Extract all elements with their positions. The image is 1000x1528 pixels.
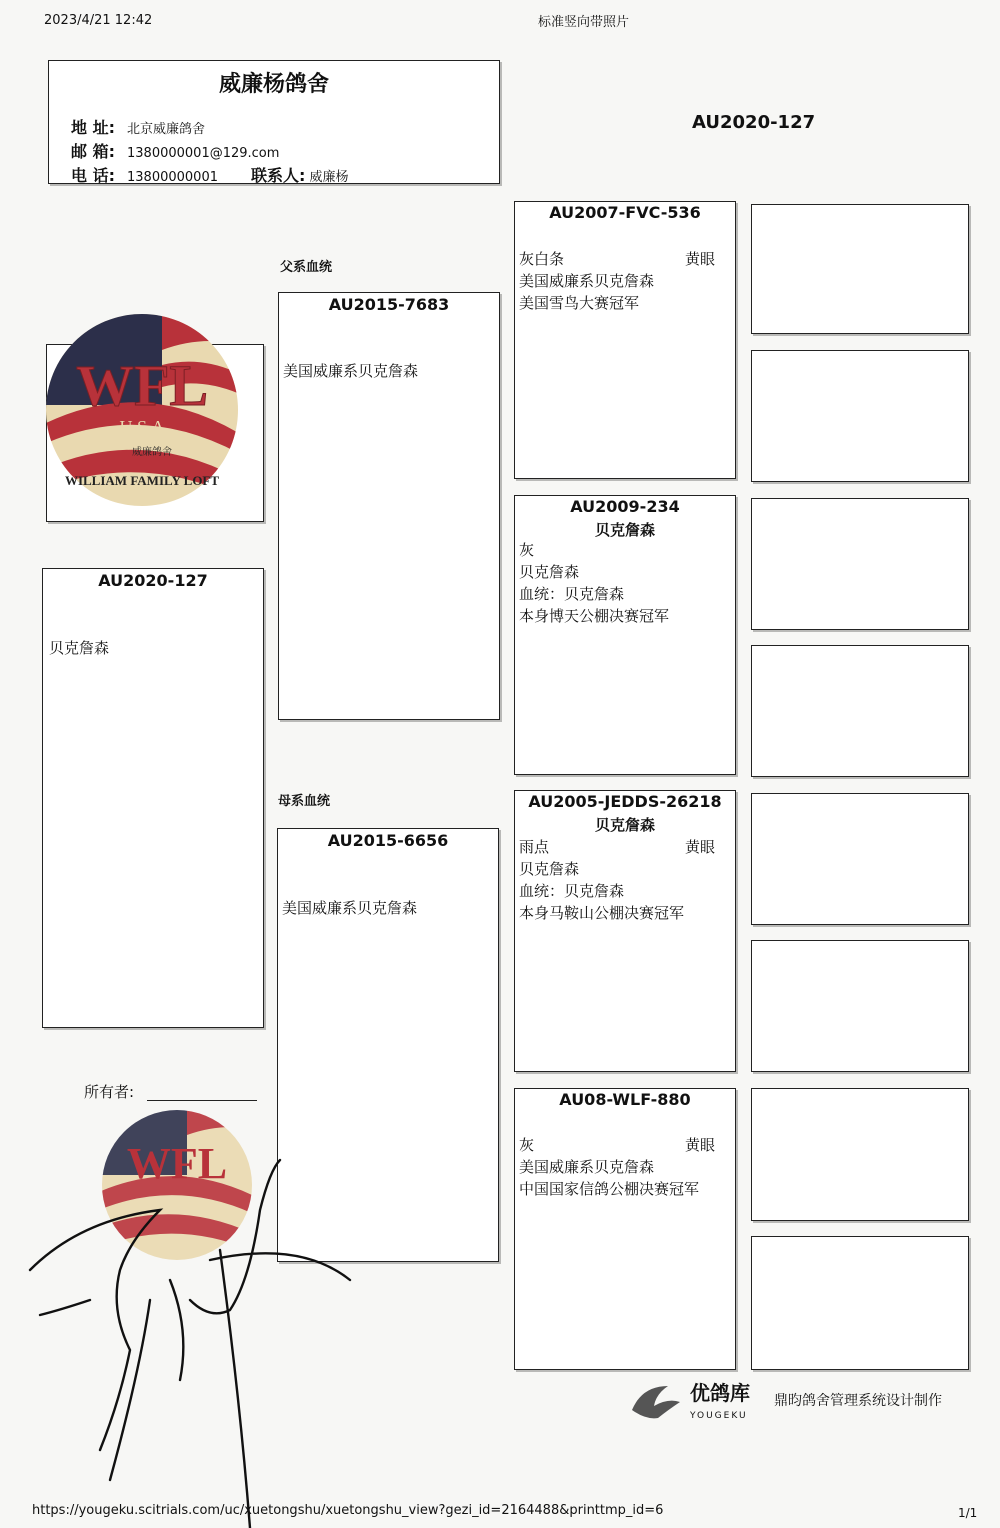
grandparent-box-1 — [514, 201, 736, 479]
grandparent-ring: AU2007-FVC-536 — [549, 203, 701, 222]
sire-ring: AU2015-7683 — [328, 295, 450, 314]
grandparent-box-3 — [514, 790, 736, 1072]
brand-logo-icon — [628, 1380, 684, 1422]
great-grandparent-box — [751, 645, 969, 777]
sire-line: 美国威廉系贝克詹森 — [283, 362, 419, 380]
phone-label: 电 话: — [71, 166, 115, 185]
subject-strain: 贝克詹森 — [49, 639, 110, 657]
grandparent-color: 灰 — [519, 541, 535, 559]
wfl-logo — [32, 305, 250, 488]
footer-url: https://yougeku.scitrials.com/uc/xuetongshu/xuetongshu_view?gezi_id=2164488&printtmp_id=6 — [32, 1503, 664, 1518]
subject-box — [42, 568, 264, 1028]
owner-label: 所有者: — [84, 1083, 135, 1101]
logo-frame — [46, 344, 264, 522]
grandparent-box-4 — [514, 1088, 736, 1370]
grandparent-color: 灰 — [519, 1136, 535, 1154]
logo-cn: 威廉鸽舍 — [132, 447, 172, 458]
loft-contact — [71, 117, 349, 189]
stamp-text: WFL — [126, 1139, 228, 1188]
grandparent-line: 本身博天公棚决赛冠军 — [519, 607, 670, 625]
grandparent-ring: AU08-WLF-880 — [559, 1090, 691, 1109]
great-grandparent-box — [751, 204, 969, 334]
great-grandparent-box — [751, 350, 969, 482]
grandparent-line: 贝克詹森 — [519, 860, 580, 878]
sire-section-label: 父系血统 — [280, 260, 333, 275]
grandparent-line: 中国国家信鸽公棚决赛冠军 — [519, 1180, 700, 1198]
great-grandparent-box — [751, 1088, 969, 1221]
signature — [20, 1150, 360, 1528]
address-value: 北京威廉鸽舍 — [127, 122, 206, 137]
grandparent-line: 本身马鞍山公棚决赛冠军 — [519, 904, 685, 922]
email-label: 邮 箱: — [71, 142, 115, 161]
grandparent-box-2 — [514, 495, 736, 775]
logo-arc: WILLIAM FAMILY LOFT — [64, 473, 220, 488]
print-datetime: 2023/4/21 12:42 — [44, 13, 153, 28]
grandparent-subtitle: 贝克詹森 — [594, 816, 655, 834]
grandparent-eye: 黄眼 — [685, 1136, 716, 1154]
grandparent-line: 血统：贝克詹森 — [519, 585, 625, 603]
brand-tagline: 鼎昀鸽舍管理系统设计制作 — [774, 1393, 942, 1409]
grandparent-subtitle: 贝克詹森 — [594, 521, 655, 539]
dam-ring: AU2015-6656 — [327, 831, 449, 850]
grandparent-line: 美国雪鸟大赛冠军 — [519, 294, 640, 312]
contact-label: 联系人: — [251, 166, 306, 185]
grandparent-color: 雨点 — [519, 838, 550, 856]
grandparent-ring: AU2005-JEDDS-26218 — [528, 792, 722, 811]
grandparent-line: 血统：贝克詹森 — [519, 882, 625, 900]
great-grandparent-box — [751, 940, 969, 1072]
email-value: 1380000001@129.com — [127, 146, 280, 161]
great-grandparent-box — [751, 1236, 969, 1370]
sire-box — [278, 292, 500, 720]
contact-value: 威廉杨 — [309, 170, 349, 185]
loft-info-box — [48, 60, 500, 184]
loft-name: 威廉杨鸽舍 — [218, 72, 329, 97]
brand-en: YOUGEKU — [690, 1411, 748, 1421]
grandparent-eye: 黄眼 — [685, 250, 716, 268]
great-grandparent-box — [751, 793, 969, 925]
grandparent-line: 美国威廉系贝克詹森 — [519, 272, 655, 290]
footer-page: 1/1 — [958, 1506, 978, 1520]
logo-text: WFL — [75, 353, 209, 418]
grandparent-color: 灰白条 — [519, 250, 565, 268]
dam-line: 美国威廉系贝克詹森 — [282, 899, 418, 917]
dam-section-label: 母系血统 — [278, 794, 331, 809]
address-label: 地 址: — [71, 118, 115, 137]
brand-name: 优鸽库 — [690, 1381, 750, 1405]
header-ring-number: AU2020-127 — [692, 112, 816, 133]
phone-value: 13800000001 — [127, 170, 218, 185]
grandparent-eye: 黄眼 — [685, 838, 716, 856]
grandparent-line: 美国威廉系贝克詹森 — [519, 1158, 655, 1176]
template-name: 标准竖向带照片 — [538, 15, 630, 30]
logo-country: U.S.A — [119, 417, 165, 437]
grandparent-ring: AU2009-234 — [570, 497, 680, 516]
subject-ring: AU2020-127 — [98, 571, 208, 590]
grandparent-line: 贝克詹森 — [519, 563, 580, 581]
great-grandparent-box — [751, 498, 969, 630]
